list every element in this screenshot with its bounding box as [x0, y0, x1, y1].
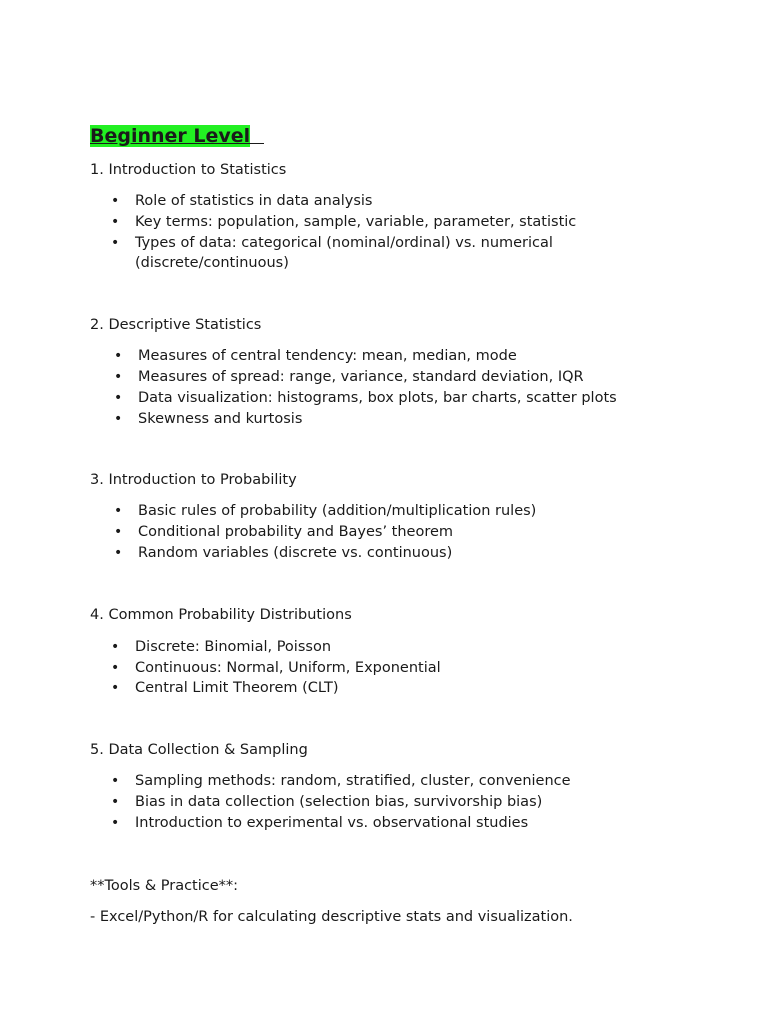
- list-item: • Data visualization: histograms, box plots, bar charts, scatter plots: [114, 388, 730, 409]
- heading-text: [90, 124, 264, 148]
- list-item: • Random variables (discrete vs. continuous): [114, 543, 730, 564]
- list-item: • Role of statistics in data analysis: [111, 191, 730, 212]
- bullet-icon: •: [111, 213, 120, 230]
- bullet-icon: •: [111, 814, 120, 831]
- bullet-icon: •: [111, 638, 120, 655]
- section-title: 3. Introduction to Probability: [90, 472, 297, 489]
- level-heading: [90, 124, 730, 150]
- bullet-list: [111, 771, 730, 833]
- section-3: [90, 470, 730, 563]
- bullet-icon: •: [114, 544, 123, 561]
- bullet-icon: •: [114, 503, 123, 520]
- bullet-icon: •: [114, 368, 123, 385]
- list-item: • Discrete: Binomial, Poisson: [111, 637, 730, 658]
- list-item: • Sampling methods: random, stratified, cluster, convenience: [111, 771, 730, 792]
- bullet-list: [114, 346, 730, 429]
- section-5: [90, 740, 730, 833]
- section-1: [90, 160, 730, 274]
- section-4: [90, 605, 730, 699]
- bullet-list: [114, 501, 730, 563]
- tools-heading: **Tools & Practice**:: [90, 877, 239, 894]
- bullet-icon: •: [111, 680, 120, 697]
- list-item: • Measures of central tendency: mean, median, mode: [114, 346, 730, 367]
- list-item: • Conditional probability and Bayes’ theorem: [114, 522, 730, 543]
- section-title: 5. Data Collection & Sampling: [90, 742, 308, 759]
- list-item: • Central Limit Theorem (CLT): [111, 678, 730, 699]
- bullet-icon: •: [111, 773, 120, 790]
- bullet-icon: •: [114, 524, 123, 541]
- list-item: • Bias in data collection (selection bias, survivorship bias): [111, 792, 730, 813]
- document-page: [90, 124, 730, 927]
- bullet-list: [111, 191, 730, 274]
- list-item: • Skewness and kurtosis: [114, 409, 730, 430]
- section-title: 2. Descriptive Statistics: [90, 317, 262, 334]
- list-item: • Key terms: population, sample, variable, parameter, statistic: [111, 212, 730, 233]
- tools-line: - Excel/Python/R for calculating descriptive stats and visualization.: [90, 908, 573, 925]
- list-item: • Introduction to experimental vs. observational studies: [111, 813, 730, 834]
- heading-highlight: Beginner Level: [90, 125, 251, 147]
- bullet-icon: •: [114, 410, 123, 427]
- bullet-list: [111, 637, 730, 699]
- bullet-icon: •: [111, 193, 120, 209]
- bullet-icon: •: [114, 348, 123, 365]
- list-item: • Basic rules of probability (addition/multiplication rules): [114, 501, 730, 522]
- bullet-icon: •: [111, 234, 120, 251]
- bullet-icon: •: [111, 659, 120, 676]
- tools-section: [90, 876, 730, 927]
- heading-underline-tail: [250, 124, 264, 144]
- bullet-icon: •: [111, 793, 120, 810]
- section-title: 1. Introduction to Statistics: [90, 162, 287, 178]
- list-item: • Continuous: Normal, Uniform, Exponential: [111, 658, 730, 679]
- list-item: • Types of data: categorical (nominal/ordinal) vs. numerical (discrete/continuous): [111, 234, 553, 272]
- section-2: [90, 315, 730, 429]
- bullet-icon: •: [114, 389, 123, 406]
- list-item: • Measures of spread: range, variance, standard deviation, IQR: [114, 367, 730, 388]
- section-title: 4. Common Probability Distributions: [90, 606, 352, 623]
